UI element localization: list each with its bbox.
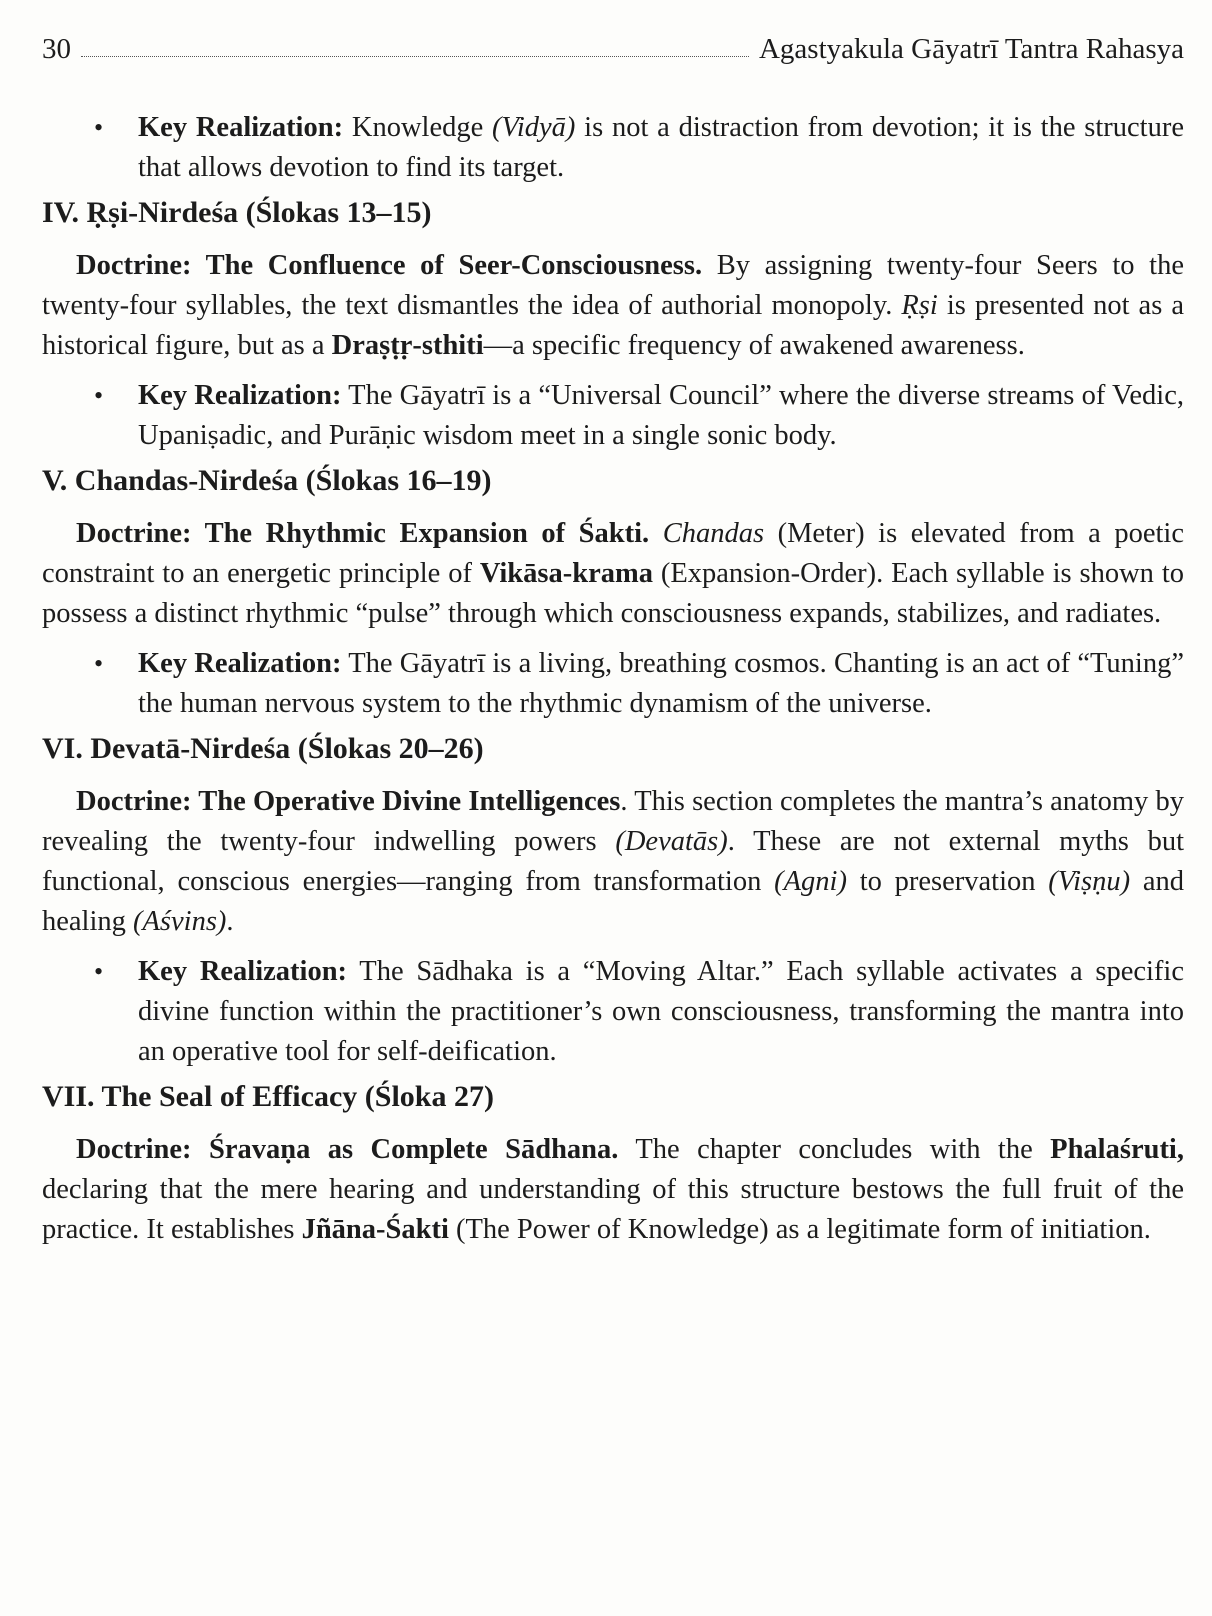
bullet-label: Key Realization: xyxy=(138,380,342,411)
doctrine-text: (Expansion-Order). Each syllable is shown to possess a distinct rhythmic “pulse” through which consciousness expands, stabilizes, and radiates. xyxy=(42,558,1184,629)
book-title: Agastyakula Gāyatrī Tantra Rahasya xyxy=(758,33,1184,65)
page xyxy=(42,0,1184,1616)
doctrine-paragraph xyxy=(42,1130,1184,1250)
section-heading-seal-of-efficacy: VII. The Seal of Efficacy (Śloka 27) xyxy=(42,1080,494,1113)
doctrine-label: Doctrine: The Confluence of Seer-Consciousness. xyxy=(76,250,703,281)
doctrine-text: . This section completes the mantra’s anatomy by revealing the twenty-four indwelling powers xyxy=(42,786,1185,857)
page-number: 30 xyxy=(42,33,71,65)
doctrine-text: —a specific frequency of awakened awareness. xyxy=(483,330,1025,361)
doctrine-text: declaring that the mere hearing and understanding of this structure bestows the full fruit of the practice. It establishes xyxy=(42,1174,1184,1245)
doctrine-bold-term: Draṣṭṛ-sthiti xyxy=(331,330,484,361)
doctrine-emphasis: (Aśvins) xyxy=(133,906,227,937)
bullet-text: The Gāyatrī is a living, breathing cosmos. Chanting is an act of “Tuning” the human nervous system to the rhythmic dynamism of the universe. xyxy=(138,648,1184,719)
doctrine-label: Doctrine: The Operative Divine Intelligences xyxy=(76,786,621,817)
doctrine-text: . xyxy=(226,906,234,937)
key-realization-bullet xyxy=(138,376,1184,456)
doctrine-text: (The Power of Knowledge) as a legitimate form of initiation. xyxy=(448,1214,1151,1245)
key-realization-bullet xyxy=(138,644,1184,724)
doctrine-text: is presented not as a historical figure, but as a xyxy=(42,290,1184,361)
key-realization-bullet xyxy=(138,108,1184,188)
dot-leader xyxy=(81,55,749,57)
bullet-label: Key Realization: xyxy=(138,956,348,987)
doctrine-text: The chapter concludes with the xyxy=(618,1134,1051,1165)
running-head xyxy=(42,26,1184,66)
doctrine-emphasis: Chandas xyxy=(662,518,765,549)
bullet-text: Knowledge xyxy=(343,112,493,143)
doctrine-bold-term: Jñāna-Śakti xyxy=(301,1214,449,1245)
doctrine-label: Doctrine: The Rhythmic Expansion of Śakti. xyxy=(76,518,650,549)
bullet-label: Key Realization: xyxy=(138,648,342,679)
doctrine-emphasis: Ṛṣi xyxy=(901,290,938,321)
doctrine-text: By assigning twenty-four Seers to the twenty-four syllables, the text dismantles the idea of authorial monopoly. xyxy=(42,250,1184,321)
doctrine-label: Doctrine: Śravaṇa as Complete Sādhana. xyxy=(76,1134,619,1165)
doctrine-emphasis: (Agni) xyxy=(774,866,847,897)
doctrine-paragraph xyxy=(42,782,1184,942)
doctrine-text: (Meter) is elevated from a poetic constraint to an energetic principle of xyxy=(42,518,1184,589)
page-content xyxy=(42,108,1184,1260)
doctrine-text: to preservation xyxy=(846,866,1049,897)
bullet-emphasis: (Vidyā) xyxy=(492,112,576,143)
doctrine-bold-term: Vikāsa-krama xyxy=(479,558,653,589)
section-heading-rsi-nirdesa: IV. Ṛṣi-Nirdeśa (Ślokas 13–15) xyxy=(42,196,432,229)
doctrine-emphasis: (Viṣṇu) xyxy=(1048,866,1131,897)
bullet-text: is not a distraction from devotion; it is the structure that allows devotion to find its target. xyxy=(138,112,1184,183)
bullet-text: The Gāyatrī is a “Universal Council” where the diverse streams of Vedic, Upaniṣadic, and Purāṇic wisdom meet in a single sonic body. xyxy=(138,380,1184,451)
doctrine-paragraph xyxy=(42,246,1184,366)
doctrine-paragraph xyxy=(42,514,1184,634)
doctrine-emphasis: (Devatās) xyxy=(615,826,728,857)
key-realization-bullet xyxy=(138,952,1184,1072)
section-heading-devata-nirdesa: VI. Devatā-Nirdeśa (Ślokas 20–26) xyxy=(42,732,484,765)
section-heading-chandas-nirdesa: V. Chandas-Nirdeśa (Ślokas 16–19) xyxy=(42,464,492,497)
bullet-text: The Sādhaka is a “Moving Altar.” Each syllable activates a specific divine function within the practitioner’s own consciousness, transforming the mantra into an operative tool for self-deification. xyxy=(138,956,1184,1067)
doctrine-text xyxy=(649,518,663,549)
doctrine-text: . These are not external myths but functional, conscious energies—ranging from transformation xyxy=(42,826,1184,897)
doctrine-text: and healing xyxy=(42,866,1185,937)
bullet-label: Key Realization: xyxy=(138,112,344,143)
doctrine-bold-term: Phalaśruti, xyxy=(1050,1134,1184,1165)
